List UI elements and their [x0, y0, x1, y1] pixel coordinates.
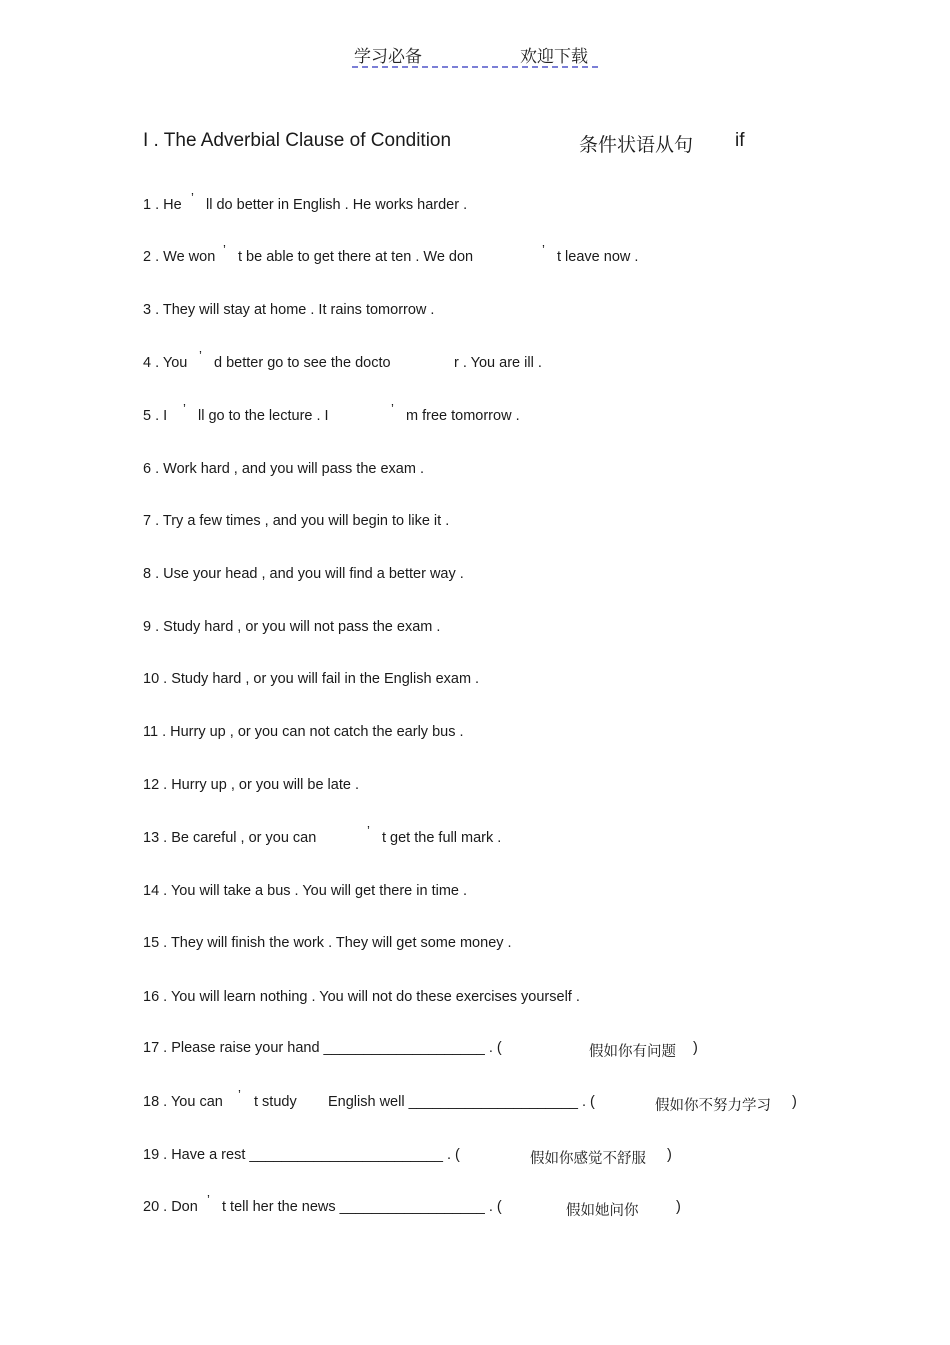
exercise-item-6	[143, 461, 843, 481]
item-text: 15 . They will finish the work . They will get some money .	[143, 935, 512, 951]
exercise-item-19	[143, 1147, 843, 1167]
item-text: 2 . We won	[143, 249, 216, 265]
apostrophe: ’	[223, 242, 226, 257]
item-text: d better go to see the docto	[214, 355, 391, 371]
exercise-item-10	[143, 671, 843, 691]
item-text: t be able to get there at ten . We don	[238, 249, 474, 265]
item-text: 9 . Study hard , or you will not pass the exam .	[143, 619, 441, 635]
exercise-item-3	[143, 302, 843, 322]
exercise-item-7	[143, 513, 843, 533]
exercise-item-2	[143, 242, 843, 269]
item-text: t study	[254, 1094, 297, 1110]
item-text: ll go to the lecture . I	[198, 408, 329, 424]
item-text: r . You are ill .	[454, 355, 542, 371]
item-text: 17 . Please raise your hand ____________________ . (	[143, 1040, 502, 1056]
section-title-chinese: 条件状语从句	[579, 134, 694, 156]
item-text: 12 . Hurry up , or you will be late .	[143, 777, 359, 793]
apostrophe: ’	[199, 348, 202, 363]
section-title	[143, 130, 843, 156]
item-text: )	[693, 1040, 698, 1056]
exercise-item-1	[143, 190, 843, 217]
section-title-keyword: if	[735, 130, 745, 151]
page-header	[352, 40, 598, 68]
exercise-item-20	[143, 1192, 843, 1219]
item-text: 10 . Study hard , or you will fail in the English exam .	[143, 671, 480, 687]
item-text: )	[667, 1147, 672, 1163]
apostrophe: ’	[542, 242, 545, 257]
item-text: 18 . You can	[143, 1094, 223, 1110]
item-text: 5 . I	[143, 408, 168, 424]
header-left-text: 学习必备	[354, 47, 422, 67]
item-text: 7 . Try a few times , and you will begin to like it .	[143, 513, 450, 529]
exercise-item-11	[143, 724, 843, 744]
item-text: t leave now .	[557, 249, 639, 265]
item-text: 14 . You will take a bus . You will get there in time .	[143, 883, 468, 899]
exercise-item-16	[143, 989, 843, 1009]
item-text: 11 . Hurry up , or you can not catch the early bus .	[143, 724, 464, 740]
apostrophe: ’	[391, 401, 394, 416]
header-right-text: 欢迎下载	[520, 47, 588, 67]
item-text: ll do better in English . He works harder .	[206, 197, 468, 213]
exercise-item-9	[143, 619, 843, 639]
exercise-item-15	[143, 935, 843, 955]
item-hint-chinese: 假如你有问题	[589, 1044, 676, 1060]
apostrophe: ’	[207, 1192, 210, 1207]
exercise-item-18	[143, 1087, 843, 1114]
item-text: 6 . Work hard , and you will pass the exam .	[143, 461, 425, 477]
exercise-item-5	[143, 401, 843, 428]
item-text: t get the full mark .	[382, 830, 502, 846]
exercise-item-8	[143, 566, 843, 586]
exercise-item-14	[143, 883, 843, 903]
exercise-item-4	[143, 348, 843, 375]
apostrophe: ’	[238, 1087, 241, 1102]
item-text: )	[676, 1199, 681, 1215]
apostrophe: ’	[367, 823, 370, 838]
item-text: 13 . Be careful , or you can	[143, 830, 317, 846]
apostrophe: ’	[191, 190, 194, 205]
item-text: 1 . He	[143, 197, 182, 213]
item-text: m free tomorrow .	[406, 408, 520, 424]
item-text: 19 . Have a rest ________________________ . (	[143, 1147, 460, 1163]
item-hint-chinese: 假如她问你	[566, 1203, 639, 1219]
apostrophe: ’	[183, 401, 186, 416]
item-text: )	[792, 1094, 797, 1110]
item-text: 3 . They will stay at home . It rains tomorrow .	[143, 302, 435, 318]
exercise-item-13	[143, 823, 843, 850]
item-text: English well _____________________ . (	[328, 1094, 595, 1110]
exercise-item-17	[143, 1040, 843, 1060]
item-text: 8 . Use your head , and you will find a better way .	[143, 566, 464, 582]
item-text: 16 . You will learn nothing . You will not do these exercises yourself .	[143, 989, 580, 1005]
section-title-english: I . The Adverbial Clause of Condition	[143, 130, 452, 151]
item-text: t tell her the news __________________ . (	[222, 1199, 502, 1215]
exercise-item-12	[143, 777, 843, 797]
item-hint-chinese: 假如你不努力学习	[655, 1098, 771, 1114]
item-hint-chinese: 假如你感觉不舒服	[530, 1151, 646, 1167]
item-text: 4 . You	[143, 355, 188, 371]
item-text: 20 . Don	[143, 1199, 198, 1215]
